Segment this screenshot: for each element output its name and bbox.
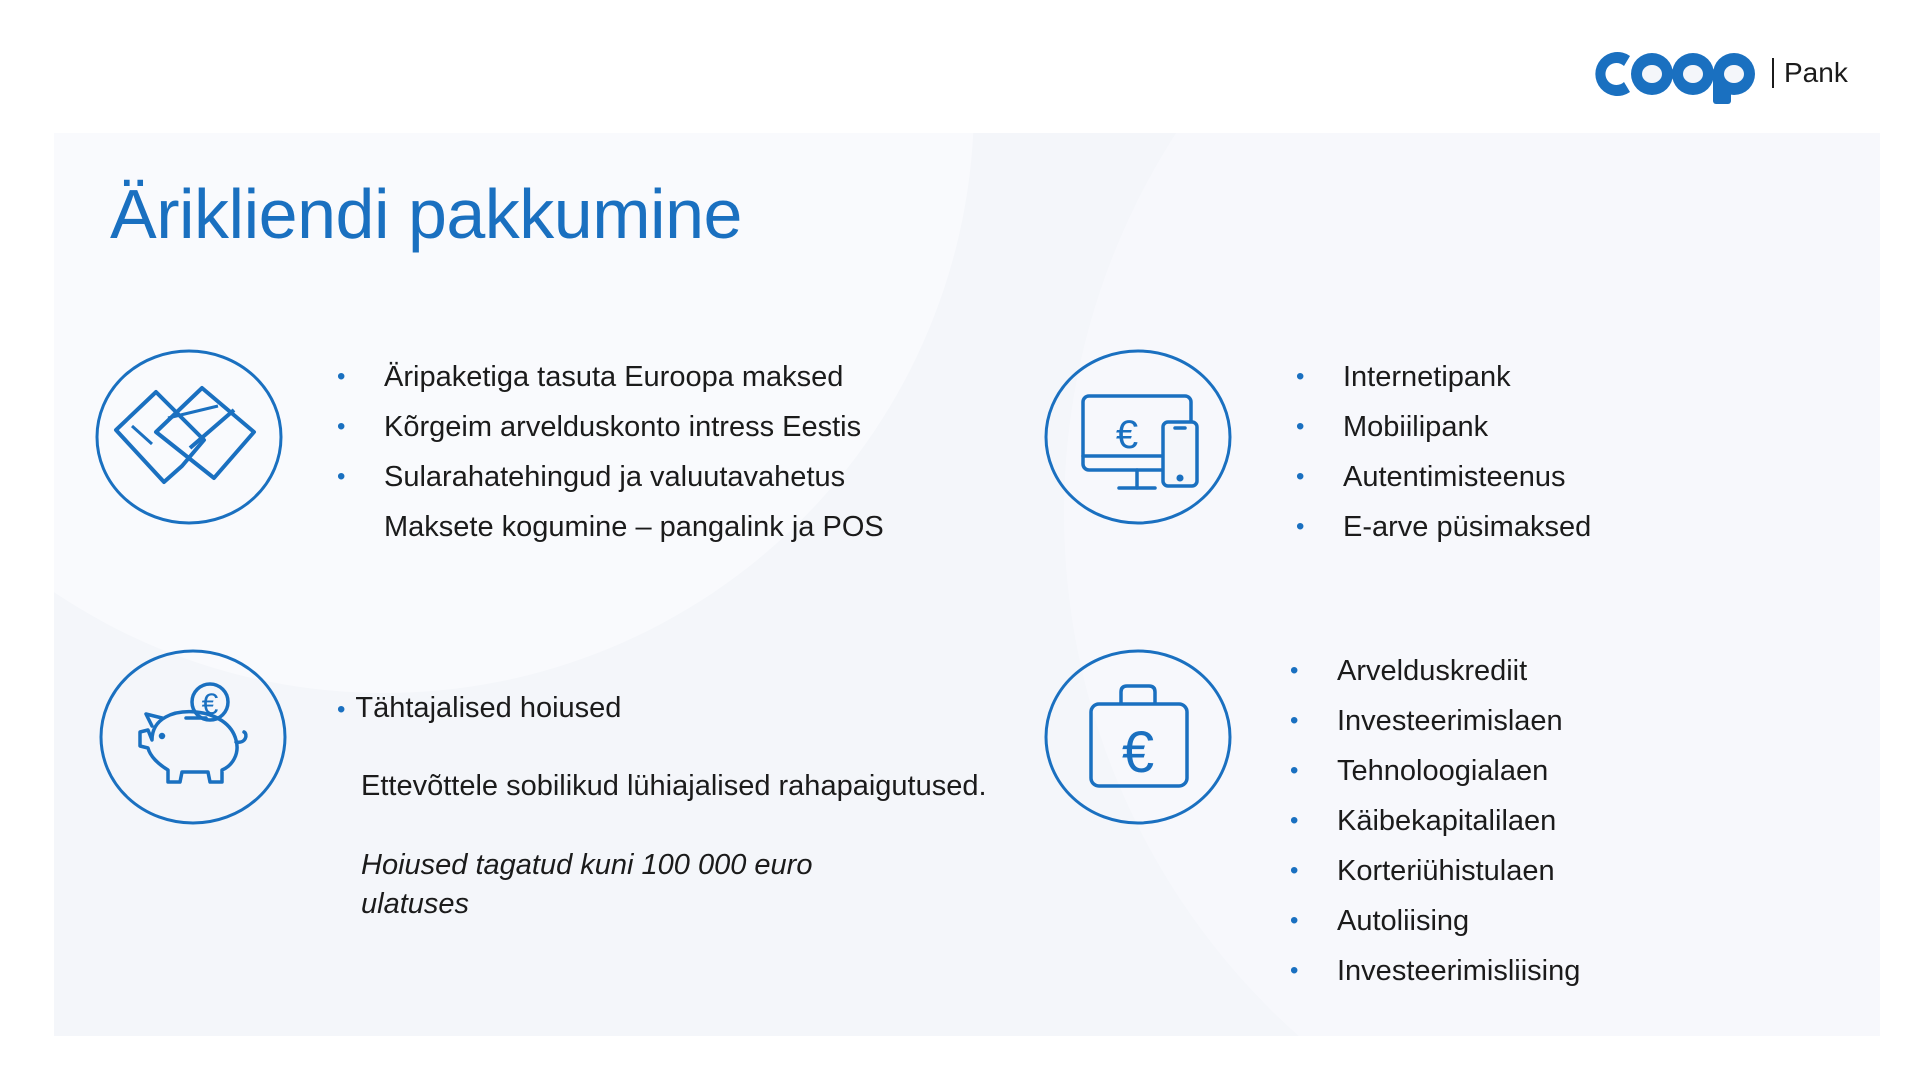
- deposits-description: Ettevõttele sobilikud lühiajalised rahapaigutused.: [361, 770, 987, 802]
- list-item: • Investeerimislaen: [1290, 696, 1580, 746]
- bullet-icon: •: [1296, 463, 1305, 490]
- list-item: • Käibekapitalilaen: [1290, 796, 1580, 846]
- list-item: • Äripaketiga tasuta Euroopa maksed: [337, 352, 884, 402]
- bullet-icon: •: [1290, 857, 1299, 884]
- list-item: • Kõrgeim arvelduskonto intress Eestis: [337, 402, 884, 452]
- bullet-icon: •: [337, 463, 346, 490]
- bullet-icon: •: [1290, 807, 1299, 834]
- loans-list: [1290, 646, 1580, 996]
- bullet-icon: •: [1290, 957, 1299, 984]
- bullet-icon: •: [1290, 707, 1299, 734]
- digital-services-list: [1296, 352, 1591, 552]
- list-item: • Internetipank: [1296, 352, 1591, 402]
- logo-product-text: Pank: [1784, 57, 1848, 88]
- content-panel: [54, 133, 1880, 1036]
- list-item: • Tehnoloogialaen: [1290, 746, 1580, 796]
- list-item: • Autoliising: [1290, 896, 1580, 946]
- bullet-icon: •: [1296, 413, 1305, 440]
- list-item: • Mobiilipank: [1296, 402, 1591, 452]
- list-item: • Arvelduskrediit: [1290, 646, 1580, 696]
- computer-phone-icon: [1043, 348, 1233, 526]
- list-item: • Korteriühistulaen: [1290, 846, 1580, 896]
- list-item-no-bullet: Maksete kogumine – pangalink ja POS: [384, 511, 884, 543]
- list-item: • Sularahatehingud ja valuutavahetus: [337, 452, 884, 502]
- bullet-icon: •: [337, 363, 346, 390]
- deposits-bullet-item: • Tähtajalised hoiused: [337, 692, 622, 724]
- payments-list: [337, 352, 884, 552]
- bullet-icon: •: [1290, 757, 1299, 784]
- list-item: • E-arve püsimaksed: [1296, 502, 1591, 552]
- credit-cards-icon: [94, 348, 284, 526]
- bullet-icon: •: [1296, 513, 1305, 540]
- list-item: • Autentimisteenus: [1296, 452, 1591, 502]
- coop-pank-logo: [1590, 42, 1880, 104]
- list-item: • Investeerimisliising: [1290, 946, 1580, 996]
- euro-briefcase-icon: [1043, 648, 1233, 826]
- bullet-icon: •: [337, 696, 346, 723]
- piggy-bank-icon: [98, 648, 288, 826]
- page-title: Ärikliendi pakkumine: [110, 175, 742, 253]
- svg-text:€: €: [1115, 413, 1139, 457]
- bullet-icon: •: [1290, 657, 1299, 684]
- svg-text:€: €: [1121, 720, 1155, 785]
- deposits-guarantee-note: Hoiused tagatud kuni 100 000 euro ulatuses: [361, 849, 813, 920]
- svg-text:€: €: [201, 688, 219, 721]
- bullet-icon: •: [1296, 363, 1305, 390]
- bullet-icon: •: [1290, 907, 1299, 934]
- bullet-icon: •: [337, 413, 346, 440]
